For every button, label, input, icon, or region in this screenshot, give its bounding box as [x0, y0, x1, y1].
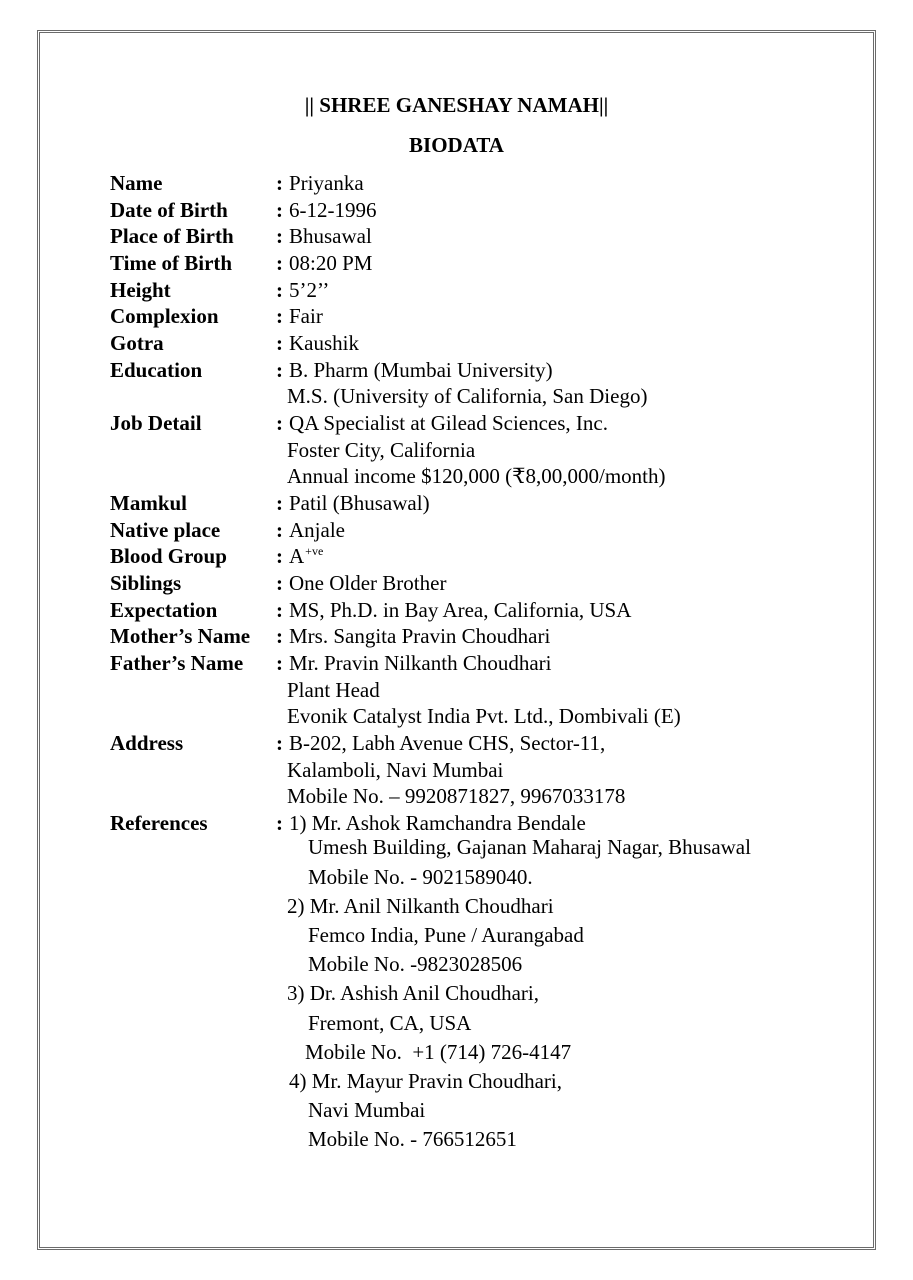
field-value-line: [276, 250, 850, 277]
field-value-text: One Older Brother: [289, 571, 447, 596]
separator-colon: :: [276, 651, 283, 676]
field-value-line: [276, 410, 850, 437]
field-references: [110, 810, 850, 1155]
separator-colon: :: [276, 517, 283, 542]
field-value-text: Mrs. Sangita Pravin Choudhari: [289, 624, 551, 649]
reference-heading-text: 1) Mr. Ashok Ramchandra Bendale: [289, 811, 586, 836]
field-value: [276, 730, 850, 810]
field-label: Time of Birth: [110, 251, 233, 276]
field-value-text: MS, Ph.D. in Bay Area, California, USA: [289, 597, 632, 622]
field-label: Job Detail: [110, 411, 202, 436]
field-value: [276, 543, 850, 570]
field-mothers-name: [110, 623, 850, 650]
field-date-of-birth: [110, 197, 850, 224]
field-fathers-name: [110, 650, 850, 730]
field-value: [276, 223, 850, 250]
field-value: [276, 197, 850, 224]
reference-detail-line: Fremont, CA, USA: [308, 1010, 472, 1035]
field-value-text: 5’2’’: [289, 277, 330, 302]
field-value: [276, 623, 850, 650]
separator-colon: :: [276, 277, 283, 302]
reference-heading: 2) Mr. Anil Nilkanth Choudhari: [287, 893, 554, 918]
reference-heading: 3) Dr. Ashish Anil Choudhari,: [287, 981, 540, 1006]
field-value-line: [276, 597, 850, 624]
field-label: Blood Group: [110, 544, 227, 569]
biodata-fields: [110, 170, 850, 1155]
field-value: [276, 517, 850, 544]
separator-colon: :: [276, 491, 283, 516]
field-value-text: A: [289, 544, 305, 569]
separator-colon: :: [276, 304, 283, 329]
field-gotra: [110, 330, 850, 357]
field-label: Name: [110, 171, 163, 195]
field-label: Mother’s Name: [110, 624, 251, 649]
field-value-text: 08:20 PM: [289, 251, 373, 276]
field-value: [276, 650, 850, 730]
reference-detail-line: Mobile No. -9823028506: [308, 952, 523, 977]
reference-detail-line: Mobile No. - 9021589040.: [308, 864, 533, 889]
field-value-text: B-202, Labh Avenue CHS, Sector-11,: [289, 731, 606, 756]
separator-colon: :: [276, 411, 283, 436]
field-value: [276, 490, 850, 517]
field-value-line: Plant Head: [287, 677, 380, 702]
separator-colon: :: [276, 224, 283, 249]
field-value-text: QA Specialist at Gilead Sciences, Inc.: [289, 411, 608, 436]
field-siblings: [110, 570, 850, 597]
blood-group-rh-superscript: +ve: [305, 544, 324, 559]
field-value-line: [276, 357, 850, 384]
reference-detail-line: Umesh Building, Gajanan Maharaj Nagar, Bhusawal: [308, 835, 751, 860]
field-job-detail: [110, 410, 850, 490]
field-value-line: [276, 570, 850, 597]
field-value-line: Evonik Catalyst India Pvt. Ltd., Dombivali (E): [287, 704, 681, 729]
field-value: [276, 303, 850, 330]
field-value-text: 6-12-1996: [289, 197, 377, 222]
reference-detail-line: Navi Mumbai: [308, 1098, 426, 1123]
field-value-line: [276, 490, 850, 517]
field-label: Education: [110, 357, 203, 382]
separator-colon: :: [276, 171, 283, 195]
reference-detail-line: Mobile No. - 766512651: [308, 1127, 517, 1152]
field-value-line: [276, 277, 850, 304]
field-label: Complexion: [110, 304, 219, 329]
field-value-text: Bhusawal: [289, 224, 372, 249]
field-value-line: [276, 730, 850, 757]
separator-colon: :: [276, 597, 283, 622]
references-list: [276, 810, 850, 1155]
field-value-line: [276, 197, 850, 224]
field-value-line: Annual income $120,000 (₹8,00,000/month): [287, 464, 666, 489]
document-title: BIODATA: [409, 133, 504, 157]
field-value-text: Priyanka: [289, 171, 364, 195]
field-value-line: [276, 517, 850, 544]
separator-colon: :: [276, 331, 283, 356]
field-blood-group: [110, 543, 850, 570]
field-label: References: [110, 811, 208, 836]
field-value-line: [276, 303, 850, 330]
field-value-text: Fair: [289, 304, 323, 329]
field-value-line: [276, 330, 850, 357]
field-value: [276, 410, 850, 490]
field-label: Date of Birth: [110, 197, 228, 222]
field-label: Mamkul: [110, 491, 188, 516]
separator-colon: :: [276, 571, 283, 596]
field-height: [110, 277, 850, 304]
field-label: Siblings: [110, 571, 182, 596]
separator-colon: :: [276, 251, 283, 276]
field-value-text: Patil (Bhusawal): [289, 491, 430, 516]
field-value-line: M.S. (University of California, San Diego): [287, 384, 648, 409]
field-name: [110, 170, 850, 197]
field-value-text: Kaushik: [289, 331, 359, 356]
separator-colon: :: [276, 624, 283, 649]
field-value: [276, 170, 850, 197]
field-address: [110, 730, 850, 810]
field-label: Father’s Name: [110, 651, 244, 676]
field-label: Gotra: [110, 331, 164, 356]
field-value-line: Foster City, California: [287, 437, 476, 462]
field-value: [276, 570, 850, 597]
reference-detail-line: Femco India, Pune / Aurangabad: [308, 923, 584, 948]
field-label: Place of Birth: [110, 224, 234, 249]
separator-colon: :: [276, 197, 283, 222]
separator-colon: :: [276, 357, 283, 382]
invocation-heading: || SHREE GANESHAY NAMAH||: [304, 93, 609, 117]
field-value-text: Anjale: [289, 517, 345, 542]
field-value-text: Mr. Pravin Nilkanth Choudhari: [289, 651, 552, 676]
field-value: [276, 597, 850, 624]
field-expectation: [110, 597, 850, 624]
field-value: [276, 250, 850, 277]
field-time-of-birth: [110, 250, 850, 277]
separator-colon: :: [276, 811, 283, 836]
field-value-line: Kalamboli, Navi Mumbai: [287, 757, 504, 782]
separator-colon: :: [276, 544, 283, 569]
field-value: [276, 277, 850, 304]
field-value-line: [276, 650, 850, 677]
field-value-line: [276, 623, 850, 650]
separator-colon: :: [276, 731, 283, 756]
field-value-line: [276, 543, 850, 570]
field-label: Native place: [110, 517, 221, 542]
field-mamkul: [110, 490, 850, 517]
field-value-line: Mobile No. – 9920871827, 9967033178: [287, 784, 626, 809]
field-value: [276, 330, 850, 357]
reference-heading: 4) Mr. Mayur Pravin Choudhari,: [289, 1069, 562, 1094]
references-details: [276, 833, 850, 1154]
reference-detail-line: Mobile No. +1 (714) 726-4147: [305, 1039, 572, 1064]
field-native-place: [110, 517, 850, 544]
field-label: Height: [110, 277, 171, 302]
field-education: [110, 357, 850, 410]
field-complexion: [110, 303, 850, 330]
field-value-line: [276, 223, 850, 250]
field-label: Address: [110, 731, 184, 756]
field-value-line: [276, 170, 850, 197]
field-value-text: B. Pharm (Mumbai University): [289, 357, 553, 382]
field-label: Expectation: [110, 597, 218, 622]
field-place-of-birth: [110, 223, 850, 250]
field-value: [276, 357, 850, 410]
